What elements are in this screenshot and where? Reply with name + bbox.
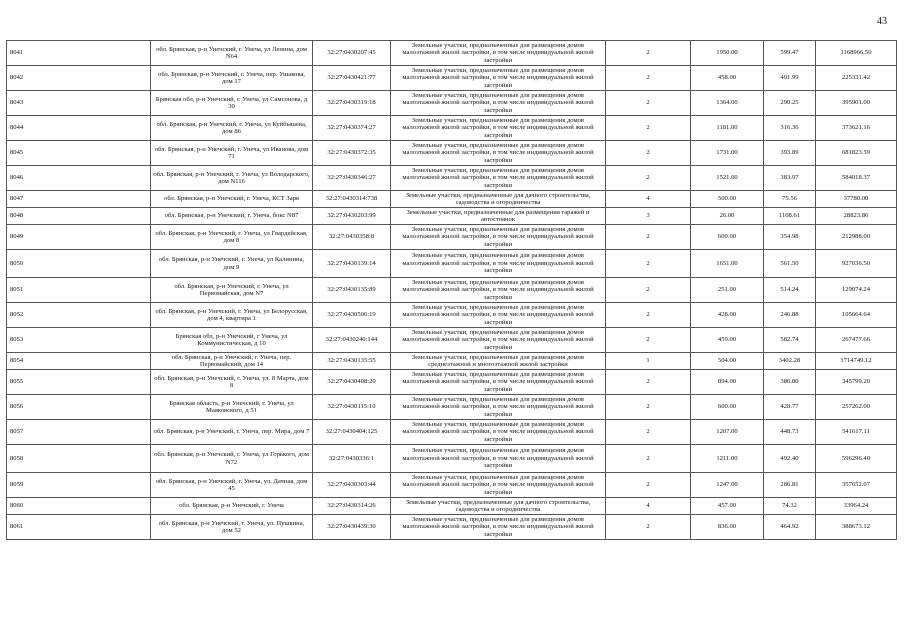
group-number-cell: 2 (606, 250, 691, 278)
group-number-cell: 2 (606, 66, 691, 91)
cadastral-value-cell: 596296.40 (816, 445, 897, 473)
row-number-cell: 8047 (7, 191, 151, 208)
unit-value-cell: 286.81 (764, 473, 816, 498)
area-cell: 1211.00 (691, 445, 764, 473)
unit-value-cell: 3402.28 (764, 353, 816, 370)
row-number-cell: 8057 (7, 420, 151, 445)
unit-value-cell: 290.25 (764, 91, 816, 116)
group-number-cell: 3 (606, 208, 691, 225)
cadastral-value-cell: 33964.24 (816, 498, 897, 515)
address-cell: обл. Брянская, р-н Унечский, г. Унеча, ул. Пушкина, дом 52 (151, 515, 313, 540)
unit-value-cell: 386.80 (764, 370, 816, 395)
table-row (7, 445, 897, 473)
address-cell: обл. Брянская, р-н Унечский, г. Унеча, ул Володарского, дом N116 (151, 166, 313, 191)
cadastral-number-cell: 32:27:0430374:27 (313, 116, 391, 141)
cadastral-value-cell: 1168966.50 (816, 41, 897, 66)
row-number-cell: 8053 (7, 328, 151, 353)
cadastral-number-cell: 32:27:0430421:77 (313, 66, 391, 91)
cadastral-number-cell: 32:27:0430346:27 (313, 166, 391, 191)
area-cell: 1521.00 (691, 166, 764, 191)
cadastral-number-cell: 32:27:0430207:45 (313, 41, 391, 66)
cadastral-value-cell: 129074.24 (816, 278, 897, 303)
cadastral-value-cell: 388673.12 (816, 515, 897, 540)
area-cell: 458.00 (691, 66, 764, 91)
land-use-cell: Земельные участки, предназначенные для размещения домов малоэтажной жилой застройки, в том числе индивидуальной жилой застройки (391, 328, 606, 353)
cadastral-value-cell: 541617.11 (816, 420, 897, 445)
cadastral-number-cell: 32:27:0430506:19 (313, 303, 391, 328)
address-cell: обл. Брянская, р-н Унечский, г. Унеча, ул Первомайская, дом N7 (151, 278, 313, 303)
row-number-cell: 8050 (7, 250, 151, 278)
address-cell: обл. Брянская, р-н Унечский, г. Унеча, ул. Дачная, дом 45 (151, 473, 313, 498)
cadastral-value-cell: 357652.07 (816, 473, 897, 498)
area-cell: 1731.00 (691, 141, 764, 166)
table-row (7, 41, 897, 66)
row-number-cell: 8046 (7, 166, 151, 191)
unit-value-cell: 561.50 (764, 250, 816, 278)
group-number-cell: 2 (606, 370, 691, 395)
unit-value-cell: 464.92 (764, 515, 816, 540)
table-row (7, 395, 897, 420)
cadastral-value-cell: 212988.00 (816, 225, 897, 250)
unit-value-cell: 246.88 (764, 303, 816, 328)
unit-value-cell: 492.40 (764, 445, 816, 473)
land-use-cell: Земельные участки, предназначенные для размещения домов малоэтажной жилой застройки, в том числе индивидуальной жилой застройки (391, 66, 606, 91)
table-row (7, 141, 897, 166)
row-number-cell: 8045 (7, 141, 151, 166)
table-row (7, 250, 897, 278)
area-cell: 1364.00 (691, 91, 764, 116)
cadastral-number-cell: 32:27:0430314:26 (313, 498, 391, 515)
cadastral-value-cell: 105664.64 (816, 303, 897, 328)
unit-value-cell: 491.99 (764, 66, 816, 91)
table-row (7, 166, 897, 191)
page-number: 43 (877, 16, 887, 27)
land-use-cell: Земельные участки, предназначенные для размещения домов малоэтажной жилой застройки, в том числе индивидуальной жилой застройки (391, 41, 606, 66)
cadastral-value-table (6, 40, 897, 540)
cadastral-number-cell: 32:27:0430303:44 (313, 473, 391, 498)
unit-value-cell: 354.98 (764, 225, 816, 250)
address-cell: обл. Брянская, р-н Унечский, г. Унеча, ул Калинина, дом 9 (151, 250, 313, 278)
cadastral-number-cell: 32:27:0430240:144 (313, 328, 391, 353)
cadastral-value-cell: 225331.42 (816, 66, 897, 91)
unit-value-cell: 316.36 (764, 116, 816, 141)
land-use-cell: Земельные участки, предназначенные для размещения домов среднеэтажной и многоэтажной жилой застройки (391, 353, 606, 370)
area-cell: 894.00 (691, 370, 764, 395)
cadastral-value-cell: 373621.16 (816, 116, 897, 141)
cadastral-value-cell: 267477.66 (816, 328, 897, 353)
row-number-cell: 8056 (7, 395, 151, 420)
cadastral-value-cell: 927036.50 (816, 250, 897, 278)
cadastral-number-cell: 32:27:0430336:1 (313, 445, 391, 473)
row-number-cell: 8042 (7, 66, 151, 91)
cadastral-number-cell: 32:27:0430404:125 (313, 420, 391, 445)
area-cell: 26.00 (691, 208, 764, 225)
table-row (7, 515, 897, 540)
area-cell: 504.00 (691, 353, 764, 370)
cadastral-value-cell: 37780.00 (816, 191, 897, 208)
cadastral-value-cell: 28823.86 (816, 208, 897, 225)
cadastral-number-cell: 32:27:0430358:8 (313, 225, 391, 250)
cadastral-number-cell: 32:27:0430135:55 (313, 353, 391, 370)
row-number-cell: 8060 (7, 498, 151, 515)
table-row (7, 225, 897, 250)
land-use-cell: Земельные участки, предназначенные для размещения домов малоэтажной жилой застройки, в том числе индивидуальной жилой застройки (391, 445, 606, 473)
address-cell: Брянская область, р-н Унечский, г. Унеча, ул Маяковского, д 51 (151, 395, 313, 420)
land-use-cell: Земельные участки, предназначенные для размещения домов малоэтажной жилой застройки, в том числе индивидуальной жилой застройки (391, 166, 606, 191)
group-number-cell: 2 (606, 166, 691, 191)
area-cell: 1651.00 (691, 250, 764, 278)
area-cell: 1181.00 (691, 116, 764, 141)
cadastral-value-cell: 257262.00 (816, 395, 897, 420)
land-use-cell: Земельные участки, предназначенные для размещения домов малоэтажной жилой застройки, в том числе индивидуальной жилой застройки (391, 420, 606, 445)
land-use-cell: Земельные участки, предназначенные для размещения домов малоэтажной жилой застройки, в том числе индивидуальной жилой застройки (391, 370, 606, 395)
unit-value-cell: 1108.61 (764, 208, 816, 225)
table-row (7, 328, 897, 353)
land-use-cell: Земельные участки, предназначенные для дачного строительства, садоводства и огородничества (391, 498, 606, 515)
land-use-cell: Земельные участки, предназначенные для размещения домов малоэтажной жилой застройки, в том числе индивидуальной жилой застройки (391, 278, 606, 303)
area-cell: 500.00 (691, 191, 764, 208)
unit-value-cell: 75.56 (764, 191, 816, 208)
area-cell: 428.00 (691, 303, 764, 328)
address-cell: обл. Брянская, р-н Унечский, г. Унеча (151, 498, 313, 515)
group-number-cell: 2 (606, 116, 691, 141)
row-number-cell: 8041 (7, 41, 151, 66)
cadastral-number-cell: 32:27:0430115:10 (313, 395, 391, 420)
table-row (7, 91, 897, 116)
unit-value-cell: 448.73 (764, 420, 816, 445)
cadastral-number-cell: 32:27:0430439:30 (313, 515, 391, 540)
land-use-cell: Земельные участки, предназначенные для размещения домов малоэтажной жилой застройки, в том числе индивидуальной жилой застройки (391, 473, 606, 498)
table-body (7, 41, 897, 540)
address-cell: обл. Брянская, р-н Унечский, г. Унеча, ул Горького, дом N72 (151, 445, 313, 473)
address-cell: обл. Брянская, р-н Унечский, г. Унеча, пер. Ушакова, дом 17 (151, 66, 313, 91)
address-cell: обл. Брянская, р-н Унечский, г. Унеча, КСТ Заря (151, 191, 313, 208)
row-number-cell: 8061 (7, 515, 151, 540)
address-cell: обл. Брянская, р-н Унечский, г. Унеча, ул Ленина, дом N64 (151, 41, 313, 66)
address-cell: обл. Брянская, р-н Унечский, г. Унеча, пер. Первомайский, дом 14 (151, 353, 313, 370)
unit-value-cell: 393.89 (764, 141, 816, 166)
cadastral-number-cell: 32:27:0430372:35 (313, 141, 391, 166)
table-row (7, 208, 897, 225)
address-cell: обл. Брянская, р-н Унечский, г. Унеча, ул Иванова, дом 71 (151, 141, 313, 166)
row-number-cell: 8051 (7, 278, 151, 303)
address-cell: обл. Брянская, р-н Унечский, г. Унеча, бокс N87 (151, 208, 313, 225)
land-use-cell: Земельные участки, предназначенные для размещения домов малоэтажной жилой застройки, в том числе индивидуальной жилой застройки (391, 91, 606, 116)
group-number-cell: 1 (606, 353, 691, 370)
address-cell: обл. Брянская, р-н Унечский, г. Унеча, ул. 8 Марта, дом 8 (151, 370, 313, 395)
land-use-cell: Земельные участки, предназначенные для дачного строительства, садоводства и огородничества (391, 191, 606, 208)
land-use-cell: Земельные участки, предназначенные для размещения домов малоэтажной жилой застройки, в том числе индивидуальной жилой застройки (391, 250, 606, 278)
area-cell: 600.00 (691, 225, 764, 250)
unit-value-cell: 582.74 (764, 328, 816, 353)
cadastral-number-cell: 32:27:0430408:20 (313, 370, 391, 395)
row-number-cell: 8058 (7, 445, 151, 473)
group-number-cell: 2 (606, 515, 691, 540)
address-cell: обл. Брянская, р-н Унечский, г. Унеча, ул Куйбышева, дом 86 (151, 116, 313, 141)
address-cell: обл. Брянская, р-н Унечский, г. Унеча, ул Белорусская, дом 4, квартира 1 (151, 303, 313, 328)
area-cell: 457.00 (691, 498, 764, 515)
table-row (7, 278, 897, 303)
area-cell: 1247.00 (691, 473, 764, 498)
land-use-cell: Земельные участки, предназначенные для размещения домов малоэтажной жилой застройки, в том числе индивидуальной жилой застройки (391, 116, 606, 141)
unit-value-cell: 74.32 (764, 498, 816, 515)
address-cell: обл. Брянская, р-н Унечский, г. Унеча, пер. Мира, дом 7 (151, 420, 313, 445)
table-row (7, 370, 897, 395)
group-number-cell: 2 (606, 445, 691, 473)
cadastral-value-cell: 345799.20 (816, 370, 897, 395)
table-row (7, 353, 897, 370)
land-use-cell: Земельные участки, предназначенные для размещения гаражей и автостоянок (391, 208, 606, 225)
table-row (7, 303, 897, 328)
area-cell: 836.00 (691, 515, 764, 540)
group-number-cell: 2 (606, 303, 691, 328)
table-row (7, 66, 897, 91)
area-cell: 459.00 (691, 328, 764, 353)
table-row (7, 116, 897, 141)
area-cell: 1950.00 (691, 41, 764, 66)
table-row (7, 498, 897, 515)
land-use-cell: Земельные участки, предназначенные для размещения домов малоэтажной жилой застройки, в том числе индивидуальной жилой застройки (391, 141, 606, 166)
address-cell: Брянская обл, р-н Унечский, г. Унеча, ул Самсонова, д 30 (151, 91, 313, 116)
table-row (7, 420, 897, 445)
cadastral-value-cell: 1714749.12 (816, 353, 897, 370)
group-number-cell: 2 (606, 41, 691, 66)
table-row (7, 473, 897, 498)
cadastral-value-cell: 681823.59 (816, 141, 897, 166)
table-row (7, 191, 897, 208)
cadastral-number-cell: 32:27:0430319:18 (313, 91, 391, 116)
group-number-cell: 4 (606, 498, 691, 515)
row-number-cell: 8049 (7, 225, 151, 250)
group-number-cell: 2 (606, 420, 691, 445)
cadastral-number-cell: 32:27:0430135:89 (313, 278, 391, 303)
address-cell: Брянская обл, р-н Унечский, г Унеча, ул Коммунистическая, д 10 (151, 328, 313, 353)
area-cell: 1207.00 (691, 420, 764, 445)
unit-value-cell: 383.97 (764, 166, 816, 191)
row-number-cell: 8048 (7, 208, 151, 225)
group-number-cell: 2 (606, 278, 691, 303)
area-cell: 251.00 (691, 278, 764, 303)
cadastral-number-cell: 32:27:0430139:14 (313, 250, 391, 278)
land-use-cell: Земельные участки, предназначенные для размещения домов малоэтажной жилой застройки, в том числе индивидуальной жилой застройки (391, 303, 606, 328)
unit-value-cell: 599.47 (764, 41, 816, 66)
land-use-cell: Земельные участки, предназначенные для размещения домов малоэтажной жилой застройки, в том числе индивидуальной жилой застройки (391, 225, 606, 250)
row-number-cell: 8043 (7, 91, 151, 116)
group-number-cell: 2 (606, 141, 691, 166)
row-number-cell: 8044 (7, 116, 151, 141)
unit-value-cell: 428.77 (764, 395, 816, 420)
cadastral-number-cell: 32:27:0430314:738 (313, 191, 391, 208)
row-number-cell: 8054 (7, 353, 151, 370)
area-cell: 600.00 (691, 395, 764, 420)
unit-value-cell: 514.24 (764, 278, 816, 303)
address-cell: обл. Брянская, р-н Унечский, г. Унеча, ул Гвардейская, дом 8 (151, 225, 313, 250)
cadastral-value-cell: 395901.00 (816, 91, 897, 116)
group-number-cell: 4 (606, 191, 691, 208)
group-number-cell: 2 (606, 395, 691, 420)
land-use-cell: Земельные участки, предназначенные для размещения домов малоэтажной жилой застройки, в том числе индивидуальной жилой застройки (391, 395, 606, 420)
group-number-cell: 2 (606, 225, 691, 250)
group-number-cell: 2 (606, 473, 691, 498)
cadastral-number-cell: 32:27:0430203:99 (313, 208, 391, 225)
row-number-cell: 8052 (7, 303, 151, 328)
row-number-cell: 8059 (7, 473, 151, 498)
row-number-cell: 8055 (7, 370, 151, 395)
group-number-cell: 2 (606, 91, 691, 116)
land-use-cell: Земельные участки, предназначенные для размещения домов малоэтажной жилой застройки, в том числе индивидуальной жилой застройки (391, 515, 606, 540)
cadastral-value-cell: 584018.37 (816, 166, 897, 191)
group-number-cell: 2 (606, 328, 691, 353)
